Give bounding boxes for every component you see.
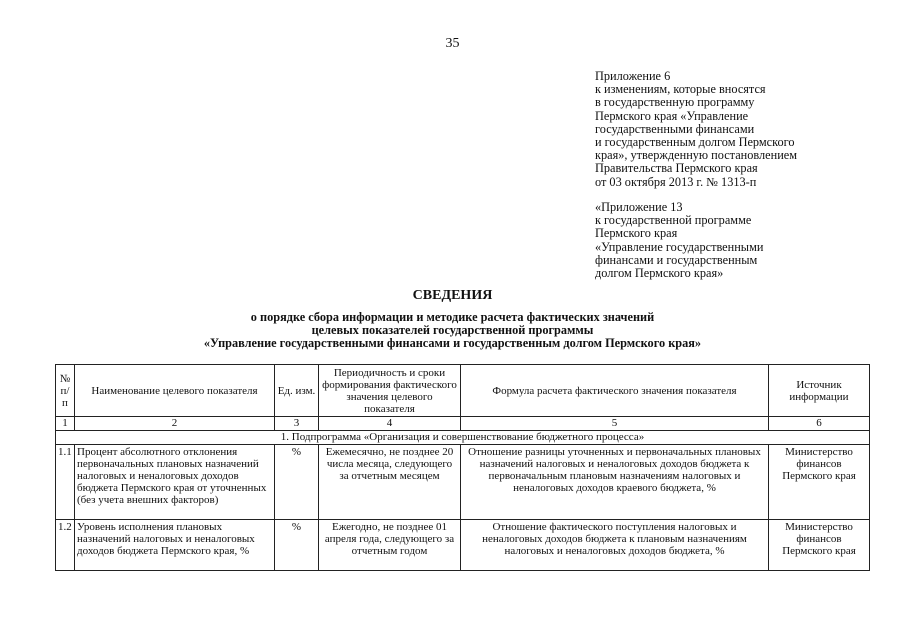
header-unit: Ед. изм. bbox=[275, 365, 319, 417]
header-source: Источник информации bbox=[769, 365, 870, 417]
document-title: СВЕДЕНИЯ bbox=[412, 288, 493, 303]
annex-line: Пермского края «Управление bbox=[595, 108, 749, 123]
annex-line: долгом Пермского края» bbox=[595, 266, 724, 281]
annex-line: и государственным долгом Пермского bbox=[595, 135, 795, 150]
indicators-table bbox=[55, 364, 870, 571]
page-number: 35 bbox=[445, 36, 460, 51]
row-formula: Отношение разницы уточненных и первоначальных плановых назначений налоговых и неналоговых доходов бюджета к первоначальным плановым назначениям налоговых и неналоговых доходов краевого бюджета, % bbox=[461, 445, 769, 520]
table-row bbox=[56, 445, 870, 520]
header-indicator-name: Наименование целевого показателя bbox=[75, 365, 275, 417]
column-number: 4 bbox=[319, 417, 461, 431]
row-periodicity: Ежемесячно, не позднее 20 числа месяца, следующего за отчетным месяцем bbox=[319, 445, 461, 520]
annex-line: к изменениям, которые вносятся bbox=[595, 82, 766, 97]
column-number: 6 bbox=[769, 417, 870, 431]
column-number: 5 bbox=[461, 417, 769, 431]
row-indicator-name: Процент абсолютного отклонения первоначальных плановых назначений налоговых и неналоговых доходов бюджета Пермского края от уточненных (без учета внешних факторов) bbox=[75, 445, 275, 520]
annex-line: края», утвержденную постановлением bbox=[595, 148, 798, 163]
row-indicator-name: Уровень исполнения плановых назначений налоговых и неналоговых доходов бюджета Пермского края, % bbox=[75, 520, 275, 571]
annex-line: финансами и государственным bbox=[595, 252, 758, 267]
annex-line: государственными финансами bbox=[595, 121, 755, 136]
row-periodicity: Ежегодно, не позднее 01 апреля года, следующего за отчетным годом bbox=[319, 520, 461, 571]
row-formula: Отношение фактического поступления налоговых и неналоговых доходов бюджета к плановым назначениям налоговых и неналоговых доходов бюджета, % bbox=[461, 520, 769, 571]
column-number-row bbox=[56, 417, 870, 431]
row-unit: % bbox=[275, 520, 319, 571]
table-row bbox=[56, 520, 870, 571]
section-row bbox=[56, 431, 870, 445]
row-num: 1.2 bbox=[56, 520, 75, 571]
annex-line: «Управление государственными bbox=[595, 239, 764, 254]
annex-line: в государственную программу bbox=[595, 95, 755, 110]
annex-6-reference bbox=[595, 70, 797, 189]
header-periodicity: Периодичность и сроки формирования фактического значения целевого показателя bbox=[319, 365, 461, 417]
annex-line: от 03 октября 2013 г. № 1313-п bbox=[595, 174, 757, 189]
row-source: Министерство финансов Пермского края bbox=[769, 520, 870, 571]
annex-line: Пермского края bbox=[595, 226, 678, 241]
column-number: 2 bbox=[75, 417, 275, 431]
row-source: Министерство финансов Пермского края bbox=[769, 445, 870, 520]
title-block bbox=[0, 288, 905, 351]
header-num: № п/п bbox=[56, 365, 75, 417]
subtitle-line: о порядке сбора информации и методике расчета фактических значений bbox=[250, 310, 655, 324]
row-num: 1.1 bbox=[56, 445, 75, 520]
annex-line: «Приложение 13 bbox=[595, 200, 683, 214]
annex-13-reference bbox=[595, 201, 763, 280]
annex-line: к государственной программе bbox=[595, 213, 752, 228]
column-number: 3 bbox=[275, 417, 319, 431]
column-number: 1 bbox=[56, 417, 75, 431]
row-unit: % bbox=[275, 445, 319, 520]
subtitle-line: «Управление государственными финансами и государственным долгом Пермского края» bbox=[203, 336, 702, 351]
subtitle-line: целевых показателей государственной программы bbox=[311, 323, 594, 338]
header-formula: Формула расчета фактического значения показателя bbox=[461, 365, 769, 417]
document-subtitle bbox=[0, 311, 905, 351]
annex-line: Правительства Пермского края bbox=[595, 161, 758, 176]
annex-line: Приложение 6 bbox=[595, 69, 671, 83]
table-header-row bbox=[56, 365, 870, 417]
section-title: 1. Подпрограмма «Организация и совершенствование бюджетного процесса» bbox=[56, 431, 870, 445]
